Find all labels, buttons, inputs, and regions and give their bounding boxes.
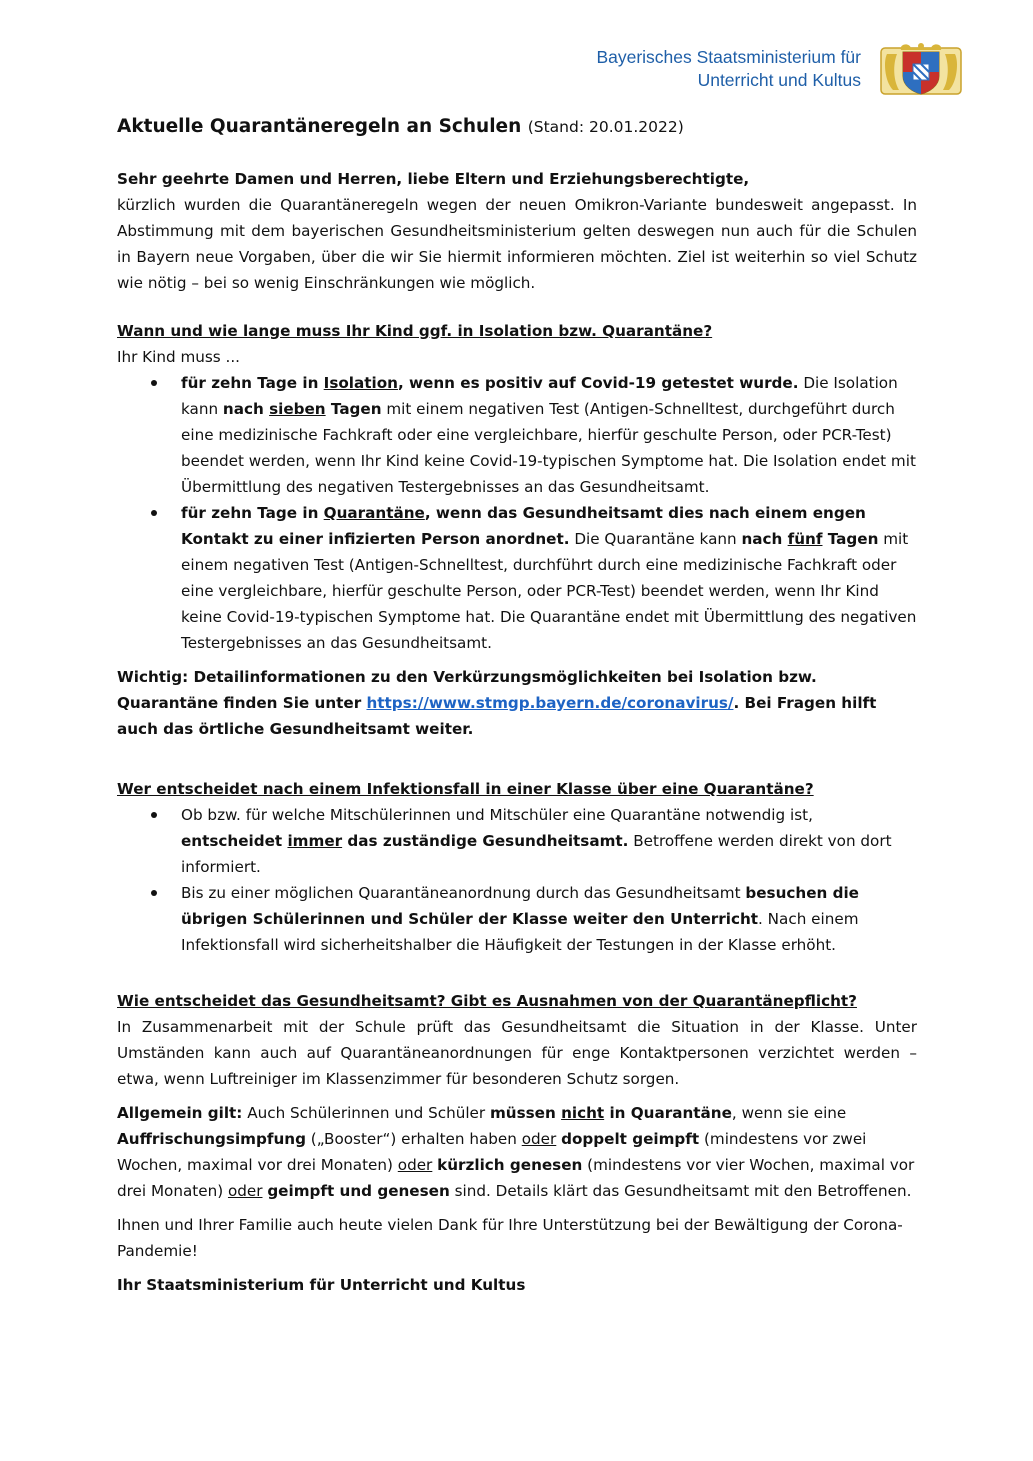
section-lead: Ihr Kind muss ... xyxy=(117,348,241,366)
ministry-name xyxy=(596,46,861,92)
ministry-line-2: Unterricht und Kultus xyxy=(697,70,861,90)
document-body xyxy=(117,114,917,1298)
important-note: Wichtig: Detailinformationen zu den Verkürzungsmöglichkeiten bei Isolation bzw. Quarantäne finden Sie unter https://www.stmgp.bayern.de/coronavirus/. Bei Fragen hilft auch das örtliche Gesundheitsamt weiter. xyxy=(117,668,877,738)
signature: Ihr Staatsministerium für Unterricht und Kultus xyxy=(117,1276,526,1294)
stmgp-link[interactable]: https://www.stmgp.bayern.de/coronavirus/ xyxy=(366,694,734,712)
section-heading-decision: Wer entscheidet nach einem Infektionsfall in einer Klasse über eine Quarantäne? xyxy=(117,780,814,798)
salutation: Sehr geehrte Damen und Herren, liebe Eltern und Erziehungsberechtigte, xyxy=(117,170,750,188)
list-item: Bis zu einer möglichen Quarantäneanordnung durch das Gesundheitsamt besuchen die übrigen Schülerinnen und Schüler der Klasse weiter den Unterricht. Nach einem Infektionsfall wird sicherheitshalber die Häufigkeit der Testungen in der Klasse erhöht. xyxy=(181,880,917,958)
list-item: Ob bzw. für welche Mitschülerinnen und Mitschüler eine Quarantäne notwendig ist, entscheidet immer das zuständige Gesundheitsamt. Betroffene werden direkt von dort informiert. xyxy=(181,802,917,880)
list-item: für zehn Tage in Isolation, wenn es positiv auf Covid-19 getestet wurde. Die Isolation kann nach sieben Tagen mit einem negativen Test (Antigen-Schnelltest, durchgeführt durch eine medizinische Fachkraft oder eine vergleichbare, hierfür geschulte Person, oder PCR-Test) beendet werden, wenn Ihr Kind keine Covid-19-typischen Symptome hat. Die Isolation endet mit Übermittlung des negativen Testergebnisses an das Gesundheitsamt. xyxy=(181,370,917,500)
title-text: Aktuelle Quarantäneregeln an Schulen xyxy=(117,116,522,137)
bavarian-coat-of-arms-icon xyxy=(879,42,963,96)
document-title xyxy=(117,114,917,140)
intro-paragraph: kürzlich wurden die Quarantäneregeln wegen der neuen Omikron-Variante bundesweit angepasst. In Abstimmung mit dem bayerischen Gesundheitsministerium gelten deswegen nun auch für die Schulen in Bayern neue Vorgaben, über die wir Sie hiermit informieren möchten. Ziel ist weiterhin so viel Schutz wie nötig – bei so wenig Einschränkungen wie möglich. xyxy=(117,196,917,292)
exceptions-paragraph: In Zusammenarbeit mit der Schule prüft das Gesundheitsamt die Situation in der Klasse. Unter Umständen kann auch auf Quarantäneanordnungen für enge Kontaktpersonen verzichtet werden – etwa, wenn Luftreiniger im Klassenzimmer für besonderen Schutz sorgen. xyxy=(117,1018,917,1088)
isolation-list xyxy=(117,370,917,656)
section-heading-isolation: Wann und wie lange muss Ihr Kind ggf. in Isolation bzw. Quarantäne? xyxy=(117,322,713,340)
decision-list xyxy=(117,802,917,958)
list-item: für zehn Tage in Quarantäne, wenn das Gesundheitsamt dies nach einem engen Kontakt zu einer infizierten Person anordnet. Die Quarantäne kann nach fünf Tagen mit einem negativen Test (Antigen-Schnelltest, durchführt durch eine medizinische Fachkraft oder eine vergleichbare, hierfür geschulte Person, oder PCR-Test) beendet werden, wenn Ihr Kind keine Covid-19-typischen Symptome hat. Die Quarantäne endet mit Übermittlung des negativen Testergebnisses an das Gesundheitsamt. xyxy=(181,500,917,656)
ministry-line-1: Bayerisches Staatsministerium für xyxy=(596,47,861,67)
section-heading-exceptions: Wie entscheidet das Gesundheitsamt? Gibt es Ausnahmen von der Quarantänepflicht? xyxy=(117,992,857,1010)
general-rule-paragraph: Allgemein gilt: Auch Schülerinnen und Schüler müssen nicht in Quarantäne, wenn sie eine Auffrischungsimpfung („Booster“) erhalten haben oder doppelt geimpft (mindestens vor zwei Wochen, maximal vor drei Monaten) oder kürzlich genesen (mindestens vor vier Wochen, maximal vor drei Monaten) oder geimpft und genesen sind. Details klärt das Gesundheitsamt mit den Betroffenen. xyxy=(117,1104,915,1200)
closing-paragraph: Ihnen und Ihrer Familie auch heute vielen Dank für Ihre Unterstützung bei der Bewältigung der Corona-Pandemie! xyxy=(117,1216,903,1260)
title-date: (Stand: 20.01.2022) xyxy=(527,118,684,136)
